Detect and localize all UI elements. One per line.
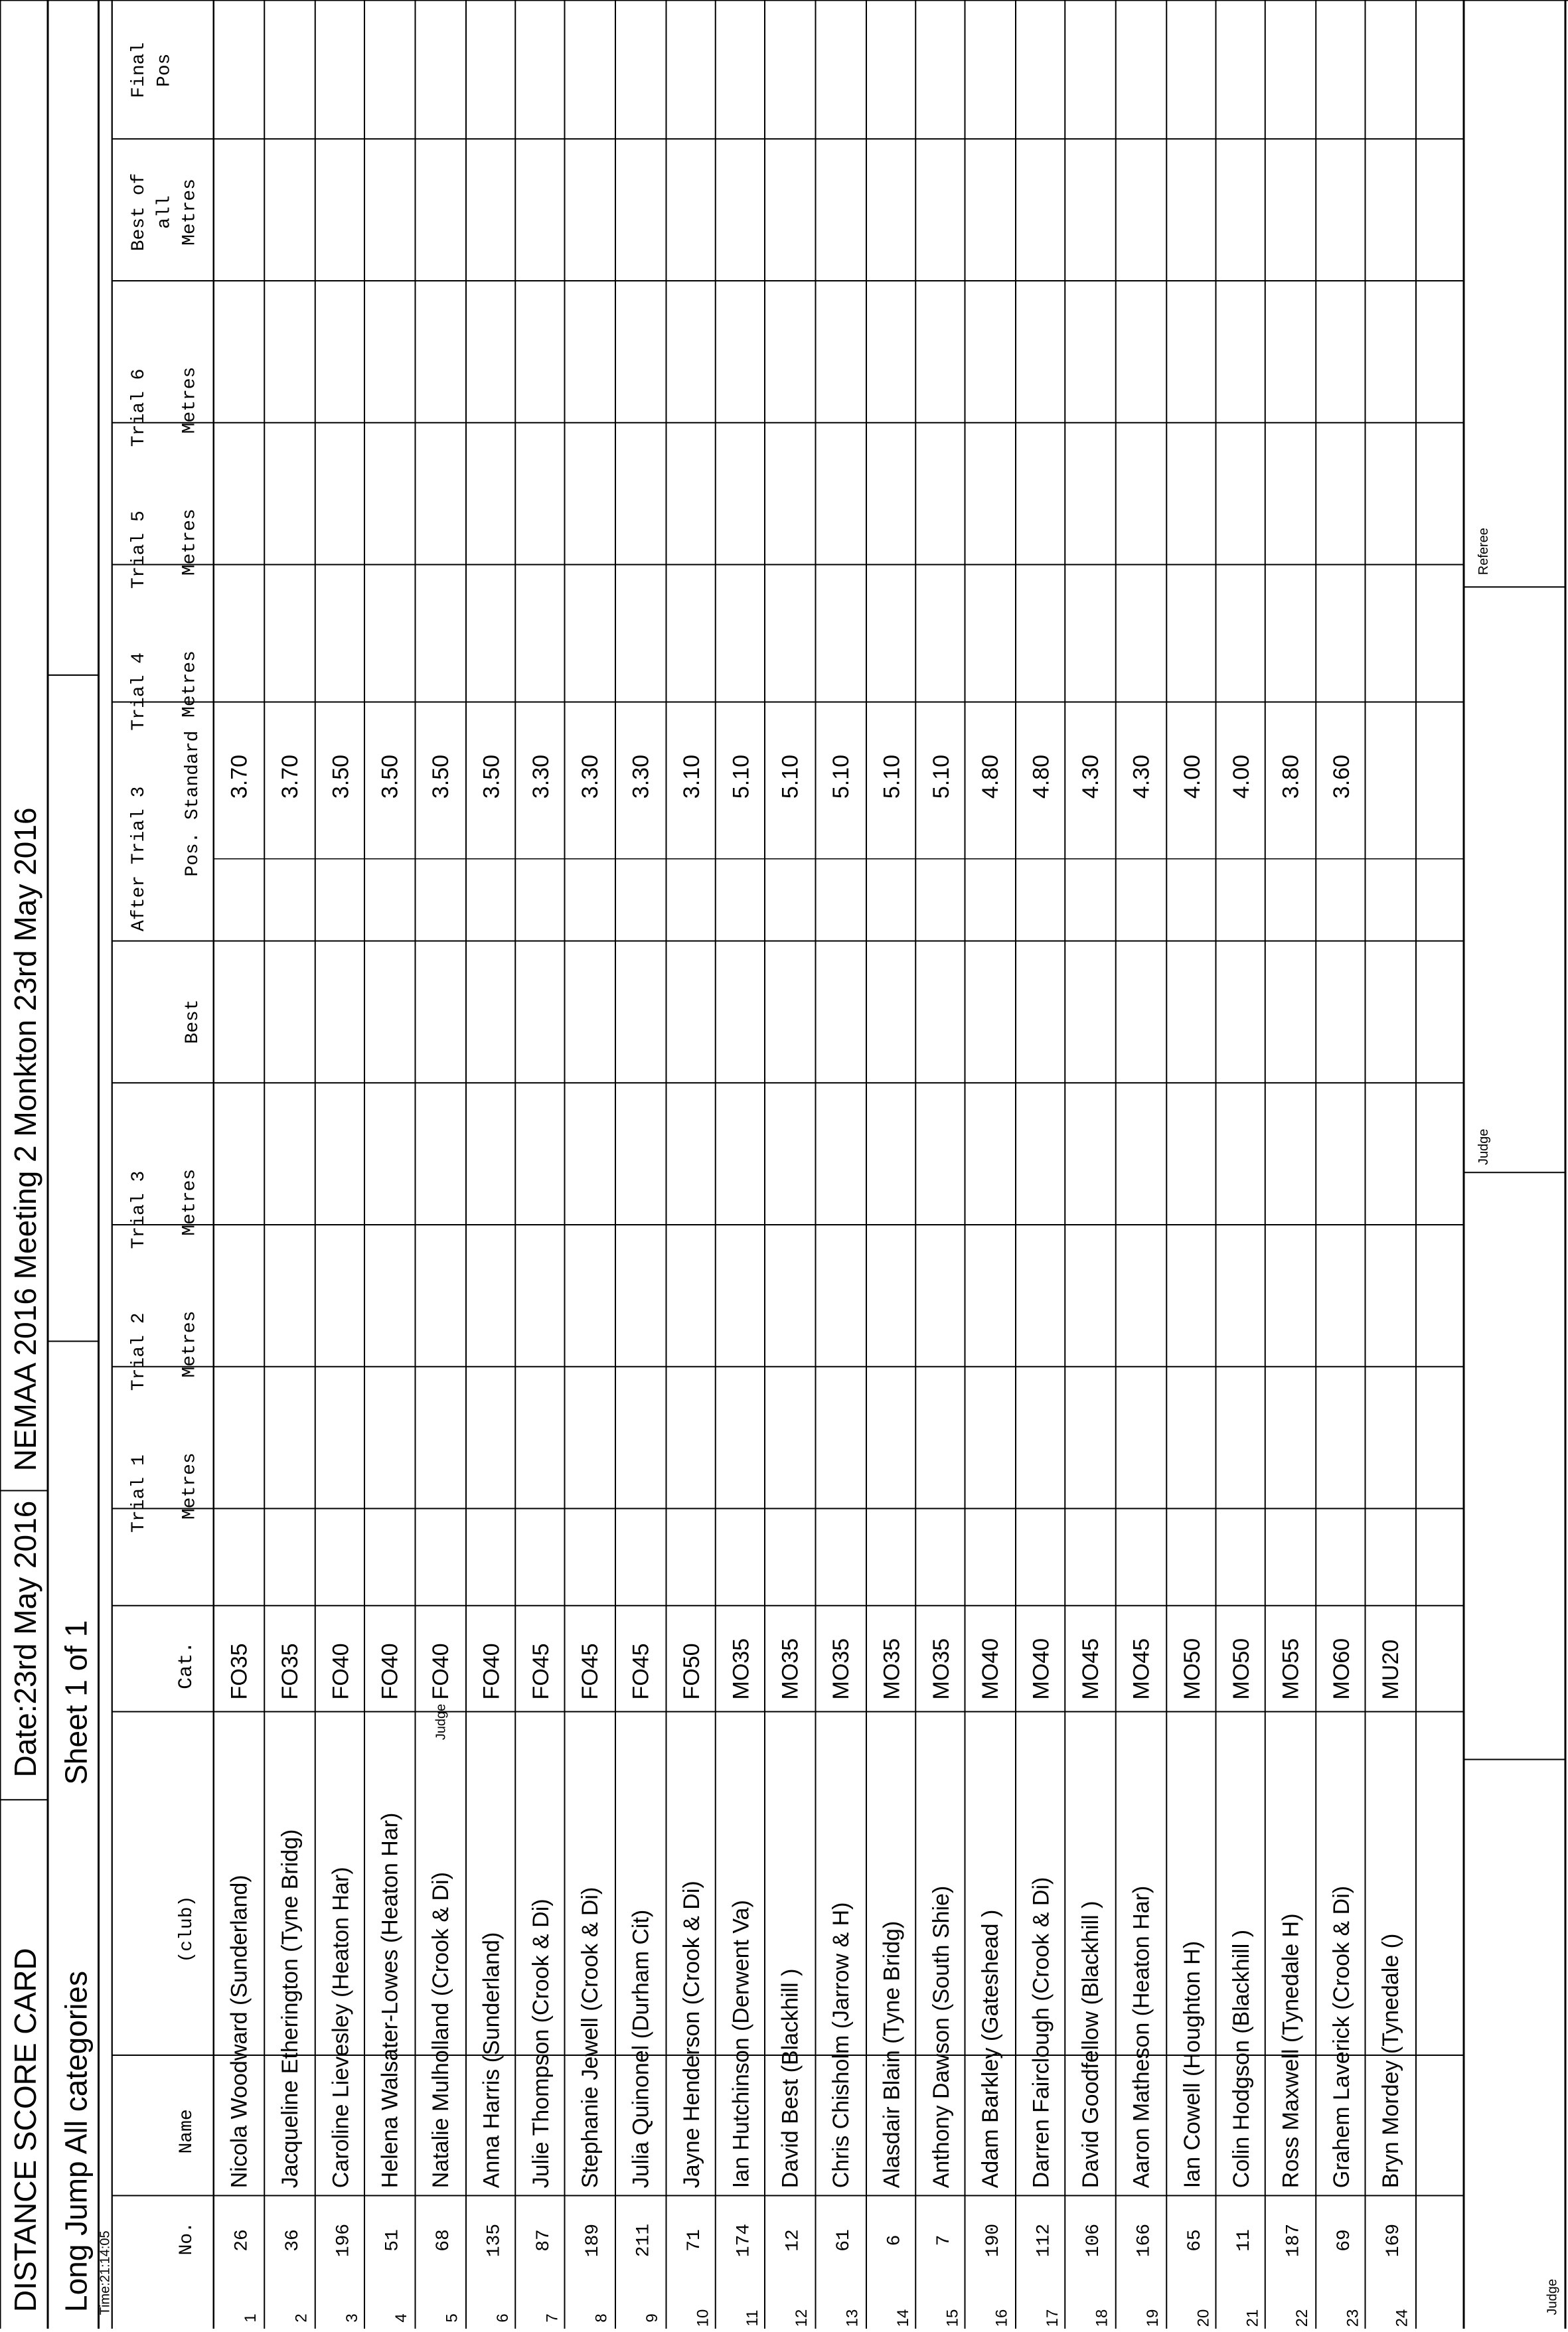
row-line-number: 13 [843, 2309, 862, 2327]
col-final-header: Final [129, 42, 149, 98]
row-line-number: 12 [793, 2309, 811, 2327]
row-category: MO35 [828, 1638, 854, 1700]
row-competitor-number: 166 [1134, 2223, 1155, 2258]
row-competitor-name: Nicola Woodward (Sunderland) [226, 1875, 252, 2189]
row-competitor-name: Darren Fairclough (Crook & Di) [1028, 1877, 1054, 2189]
row-category: FO40 [428, 1643, 453, 1700]
row-category: MU20 [1378, 1639, 1403, 1700]
row-category: MO35 [928, 1638, 954, 1700]
row-category: FO40 [377, 1643, 403, 1700]
row-competitor-name: Ross Maxwell (Tynedale H) [1278, 1913, 1304, 2189]
card-date: Date:23rd May 2016 [8, 1500, 42, 1778]
row-line-number: 2 [292, 2313, 311, 2323]
referee-signature-label: Referee [1476, 528, 1491, 576]
row-competitor-name: Jacqueline Etherington (Tyne Bridg) [277, 1829, 303, 2189]
row-line-number: 18 [1093, 2309, 1111, 2327]
row-category: FO50 [679, 1643, 704, 1700]
row-competitor-name: Adam Barkley (Gateshead ) [978, 1909, 1003, 2189]
row-category: MO55 [1278, 1638, 1304, 1700]
row-competitor-name: Caroline Lievesley (Heaton Har) [328, 1867, 354, 2189]
row-category: MO35 [777, 1638, 803, 1700]
row-competitor-number: 190 [983, 2223, 1004, 2258]
row-category: MO60 [1328, 1638, 1354, 1700]
col-final-header-2: Pos [154, 53, 175, 87]
row-standard: 3.30 [578, 754, 603, 799]
row-standard: 5.10 [879, 754, 905, 799]
row-line-number: 4 [392, 2313, 410, 2323]
row-standard: 3.60 [1328, 754, 1354, 799]
row-line-number: 5 [443, 2313, 461, 2323]
col-trial6-header: Trial 6 [129, 368, 149, 447]
row-line-number: 14 [894, 2309, 912, 2327]
col-no-header: No. [177, 2222, 197, 2256]
row-standard: 3.70 [277, 754, 303, 799]
row-competitor-number: 69 [1334, 2229, 1355, 2252]
row-standard: 5.10 [928, 754, 954, 799]
judge-signature-label: Judge [1476, 1128, 1491, 1165]
col-trial2-header: Trial 2 [129, 1312, 149, 1391]
row-standard: 3.50 [428, 754, 453, 799]
row-standard: 4.80 [1028, 754, 1054, 799]
row-competitor-name: David Best (Blackhill ) [777, 1968, 803, 2189]
row-competitor-name: Julia Quinonel (Durham Cit) [628, 1909, 654, 2189]
row-line-number: 8 [592, 2313, 611, 2323]
col-standard-header: Standard [183, 730, 203, 820]
row-category: MO40 [1028, 1638, 1054, 1700]
col-name-header: Name [177, 2109, 197, 2154]
row-line-number: 23 [1344, 2309, 1362, 2327]
row-competitor-number: 169 [1383, 2223, 1404, 2258]
row-line-number: 19 [1143, 2309, 1162, 2327]
row-line-number: 11 [743, 2309, 761, 2327]
row-competitor-name: Bryn Mordey (Tynedale () [1378, 1933, 1403, 2189]
row-category: FO45 [628, 1643, 654, 1700]
row-competitor-name: Julie Thompson (Crook & Di) [528, 1899, 554, 2189]
row-line-number: 7 [543, 2313, 562, 2323]
row-competitor-name: Natalie Mulholland (Crook & Di) [428, 1872, 453, 2189]
row-line-number: 3 [343, 2313, 361, 2323]
row-standard: 3.70 [226, 754, 252, 799]
row-category: MO35 [879, 1638, 905, 1700]
row-standard: 5.10 [777, 754, 803, 799]
row-standard: 5.10 [828, 754, 854, 799]
row-category: FO40 [479, 1643, 505, 1700]
row-line-number: 22 [1293, 2309, 1311, 2327]
row-standard: 3.50 [479, 754, 505, 799]
row-competitor-number: 68 [433, 2229, 454, 2252]
row-competitor-number: 71 [684, 2229, 705, 2252]
row-line-number: 1 [241, 2313, 260, 2323]
row-category: MO40 [978, 1638, 1003, 1700]
row-standard: 3.30 [628, 754, 654, 799]
row-competitor-name: Ian Cowell (Houghton H) [1179, 1940, 1205, 2189]
row-competitor-name: Chris Chisholm (Jarrow & H) [828, 1902, 854, 2189]
row-competitor-number: 7 [933, 2234, 955, 2246]
text-layer [8, 42, 1560, 2327]
row-category: FO35 [277, 1643, 303, 1700]
col-best-of-all-header: Best of [129, 173, 149, 252]
row-line-number: 20 [1194, 2309, 1213, 2327]
row-competitor-name: Anthony Dawson (South Shie) [928, 1885, 954, 2189]
card-title: DISTANCE SCORE CARD [8, 1948, 42, 2312]
row-line-number: 15 [943, 2309, 962, 2327]
row-competitor-number: 26 [232, 2229, 253, 2252]
row-competitor-number: 187 [1283, 2223, 1304, 2258]
row-standard: 3.50 [328, 754, 354, 799]
row-competitor-number: 11 [1234, 2229, 1255, 2252]
col-trial5-header-metres: Metres [179, 508, 200, 576]
row-line-number: 21 [1243, 2309, 1262, 2327]
row-competitor-number: 87 [533, 2229, 554, 2252]
sheet-number: Sheet 1 of 1 [58, 1620, 94, 1785]
row-standard: 4.30 [1077, 754, 1103, 799]
row-standard: 4.00 [1179, 754, 1205, 799]
row-category: MO45 [1077, 1638, 1103, 1700]
col-trial5-header: Trial 5 [129, 510, 149, 589]
judge-signature-label: Judge [1545, 2279, 1560, 2315]
row-competitor-name: Ian Hutchinson (Derwent Va) [728, 1900, 754, 2189]
row-standard: 3.50 [377, 754, 403, 799]
row-line-number: 16 [992, 2309, 1011, 2327]
row-standard: 4.30 [1129, 754, 1154, 799]
col-trial1-header: Trial 1 [129, 1454, 149, 1533]
row-competitor-number: 51 [382, 2229, 404, 2252]
row-competitor-number: 106 [1083, 2223, 1104, 2258]
row-competitor-number: 6 [884, 2234, 905, 2246]
row-competitor-number: 196 [333, 2223, 354, 2258]
col-best-header: Best [183, 999, 203, 1044]
row-competitor-number: 61 [834, 2229, 854, 2252]
row-standard: 3.30 [528, 754, 554, 799]
row-line-number: 9 [643, 2313, 661, 2323]
time-stamp: Time:21:14:05 [98, 2230, 113, 2315]
judge-signature-label: Judge [433, 1703, 449, 1741]
row-category: FO40 [328, 1643, 354, 1700]
row-competitor-name: Aaron Matheson (Heaton Har) [1129, 1885, 1154, 2189]
col-trial4-header: Trial 4 [129, 652, 149, 731]
row-standard: 4.80 [978, 754, 1003, 799]
row-standard: 3.80 [1278, 754, 1304, 799]
row-category: FO45 [578, 1643, 603, 1700]
row-standard: 4.00 [1229, 754, 1254, 799]
col-trial3-header: Trial 3 [129, 1170, 149, 1249]
col-pos-header: Pos. [183, 832, 203, 877]
row-line-number: 10 [694, 2309, 712, 2327]
col-trial6-header-metres: Metres [179, 366, 200, 434]
row-competitor-number: 36 [282, 2229, 303, 2252]
row-competitor-name: Anna Harris (Sunderland) [479, 1932, 505, 2189]
row-competitor-number: 65 [1184, 2229, 1206, 2252]
event-name: Long Jump All categories [58, 1971, 94, 2312]
row-line-number: 6 [494, 2313, 512, 2323]
row-competitor-number: 135 [484, 2223, 505, 2258]
col-best-of-all-metres: Metres [179, 179, 200, 246]
row-competitor-name: Helena Walsater-Lowes (Heaton Har) [377, 1812, 403, 2189]
row-standard: 3.10 [679, 754, 704, 799]
row-line-number: 24 [1393, 2309, 1411, 2327]
row-competitor-name: Jayne Henderson (Crook & Di) [679, 1881, 704, 2189]
row-category: MO35 [728, 1638, 754, 1700]
col-club-header: (club) [177, 1895, 197, 1963]
row-category: MO45 [1129, 1638, 1154, 1700]
row-standard: 5.10 [728, 754, 754, 799]
row-competitor-name: Grahem Laverick (Crook & Di) [1328, 1885, 1354, 2189]
row-competitor-number: 211 [633, 2223, 655, 2258]
row-competitor-name: Alasdair Blain (Tyne Bridg) [879, 1920, 905, 2189]
meeting-title: NEMAA 2016 Meeting 2 Monkton 23rd May 2016 [8, 807, 42, 1472]
row-competitor-number: 112 [1034, 2223, 1055, 2258]
col-trial4-header-metres: Metres [179, 651, 200, 718]
row-competitor-name: Colin Hodgson (Blackhill ) [1229, 1929, 1254, 2189]
row-category: MO50 [1229, 1638, 1254, 1700]
row-category: MO50 [1179, 1638, 1205, 1700]
row-competitor-name: David Goodfellow (Blackhill ) [1077, 1901, 1103, 2189]
col-after-trial3-header: After Trial 3 [129, 786, 149, 931]
row-competitor-number: 12 [783, 2229, 804, 2252]
row-category: FO45 [528, 1643, 554, 1700]
col-cat-header: Cat. [175, 1641, 198, 1689]
col-trial1-header-metres: Metres [179, 1452, 200, 1520]
row-competitor-number: 189 [583, 2223, 603, 2258]
col-trial3-header-metres: Metres [179, 1168, 200, 1236]
row-competitor-number: 174 [734, 2223, 755, 2258]
col-best-of-all-header-2: all [154, 195, 175, 229]
row-competitor-name: Stephanie Jewell (Crook & Di) [578, 1887, 603, 2189]
row-category: FO35 [226, 1643, 252, 1700]
row-line-number: 17 [1044, 2309, 1061, 2327]
col-trial2-header-metres: Metres [179, 1310, 200, 1378]
